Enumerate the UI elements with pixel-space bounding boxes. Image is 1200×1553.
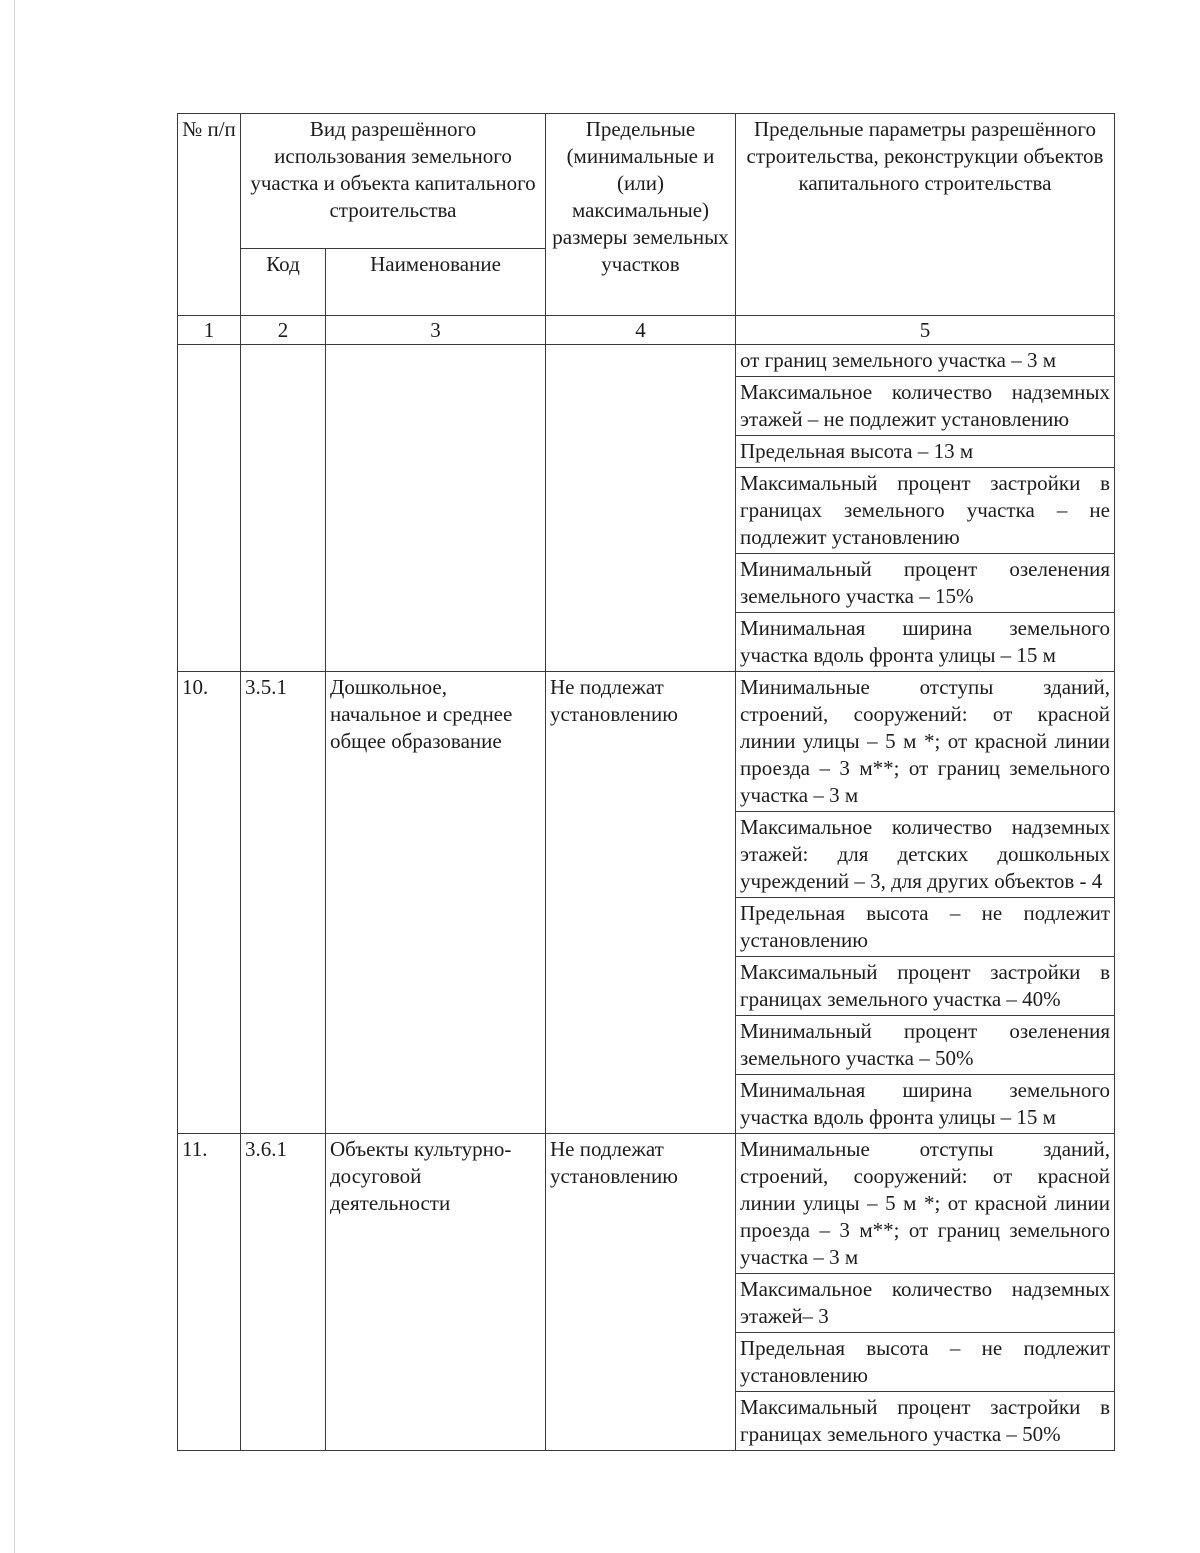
param-cell: Максимальное количество надземных этажей – не подлежит установлению (736, 377, 1115, 436)
plot-size: Не подлежат установлению (546, 672, 736, 1134)
param-cell: Минимальные отступы зданий, строений, сооружений: от красной линии улицы – 5 м *; от красной линии проезда – 3 м**; от границ земельного участка – 3 м (736, 672, 1115, 812)
header-parameters: Предельные параметры разрешённого строительства, реконструкции объектов капитального строительства (736, 114, 1115, 316)
param-cell: Минимальная ширина земельного участка вдоль фронта улицы – 15 м (736, 613, 1115, 672)
cell-size-empty (546, 345, 736, 672)
usage-code: 3.6.1 (241, 1134, 326, 1451)
usage-name: Дошкольное, начальное и среднее общее образование (326, 672, 546, 1134)
table-row-continuation (178, 345, 1115, 377)
column-index-4: 4 (546, 316, 736, 345)
plot-size: Не подлежат установлению (546, 1134, 736, 1451)
table-row-10 (178, 672, 1115, 812)
header-code: Код (241, 249, 326, 316)
column-index-3: 3 (326, 316, 546, 345)
param-cell: Минимальный процент озеленения земельного участка – 50% (736, 1016, 1115, 1075)
param-cell: Максимальное количество надземных этажей: для детских дошкольных учреждений – 3, для других объектов - 4 (736, 812, 1115, 898)
cell-code-empty (241, 345, 326, 672)
param-cell: Предельная высота – не подлежит установлению (736, 1333, 1115, 1392)
column-index-1: 1 (178, 316, 241, 345)
row-number: 11. (178, 1134, 241, 1451)
param-cell: Максимальный процент застройки в границах земельного участка – 40% (736, 957, 1115, 1016)
header-plot-size: Предельные (минимальные и (или) максимальные) размеры земельных участков (546, 114, 736, 316)
column-index-row (178, 316, 1115, 345)
table-row-11 (178, 1134, 1115, 1274)
param-cell: Минимальная ширина земельного участка вдоль фронта улицы – 15 м (736, 1075, 1115, 1134)
column-index-2: 2 (241, 316, 326, 345)
column-index-5: 5 (736, 316, 1115, 345)
header-num: № п/п (178, 114, 241, 316)
param-cell: от границ земельного участка – 3 м (736, 345, 1115, 377)
zoning-parameters-table (177, 113, 1115, 1451)
usage-code: 3.5.1 (241, 672, 326, 1134)
row-number: 10. (178, 672, 241, 1134)
usage-name: Объекты культурно-досуговой деятельности (326, 1134, 546, 1451)
header-row-top (178, 114, 1115, 249)
param-cell: Максимальное количество надземных этажей– 3 (736, 1274, 1115, 1333)
cell-num-empty (178, 345, 241, 672)
header-name: Наименование (326, 249, 546, 316)
page-scan-edge (14, 0, 15, 1553)
param-cell: Предельная высота – не подлежит установлению (736, 898, 1115, 957)
cell-name-empty (326, 345, 546, 672)
header-usage-group: Вид разрешённого использования земельного участка и объекта капитального строительства (241, 114, 546, 249)
param-cell: Максимальный процент застройки в границах земельного участка – 50% (736, 1392, 1115, 1451)
param-cell: Минимальный процент озеленения земельного участка – 15% (736, 554, 1115, 613)
param-cell: Максимальный процент застройки в границах земельного участка – не подлежит установлению (736, 468, 1115, 554)
param-cell: Минимальные отступы зданий, строений, сооружений: от красной линии улицы – 5 м *; от красной линии проезда – 3 м**; от границ земельного участка – 3 м (736, 1134, 1115, 1274)
param-cell: Предельная высота – 13 м (736, 436, 1115, 468)
